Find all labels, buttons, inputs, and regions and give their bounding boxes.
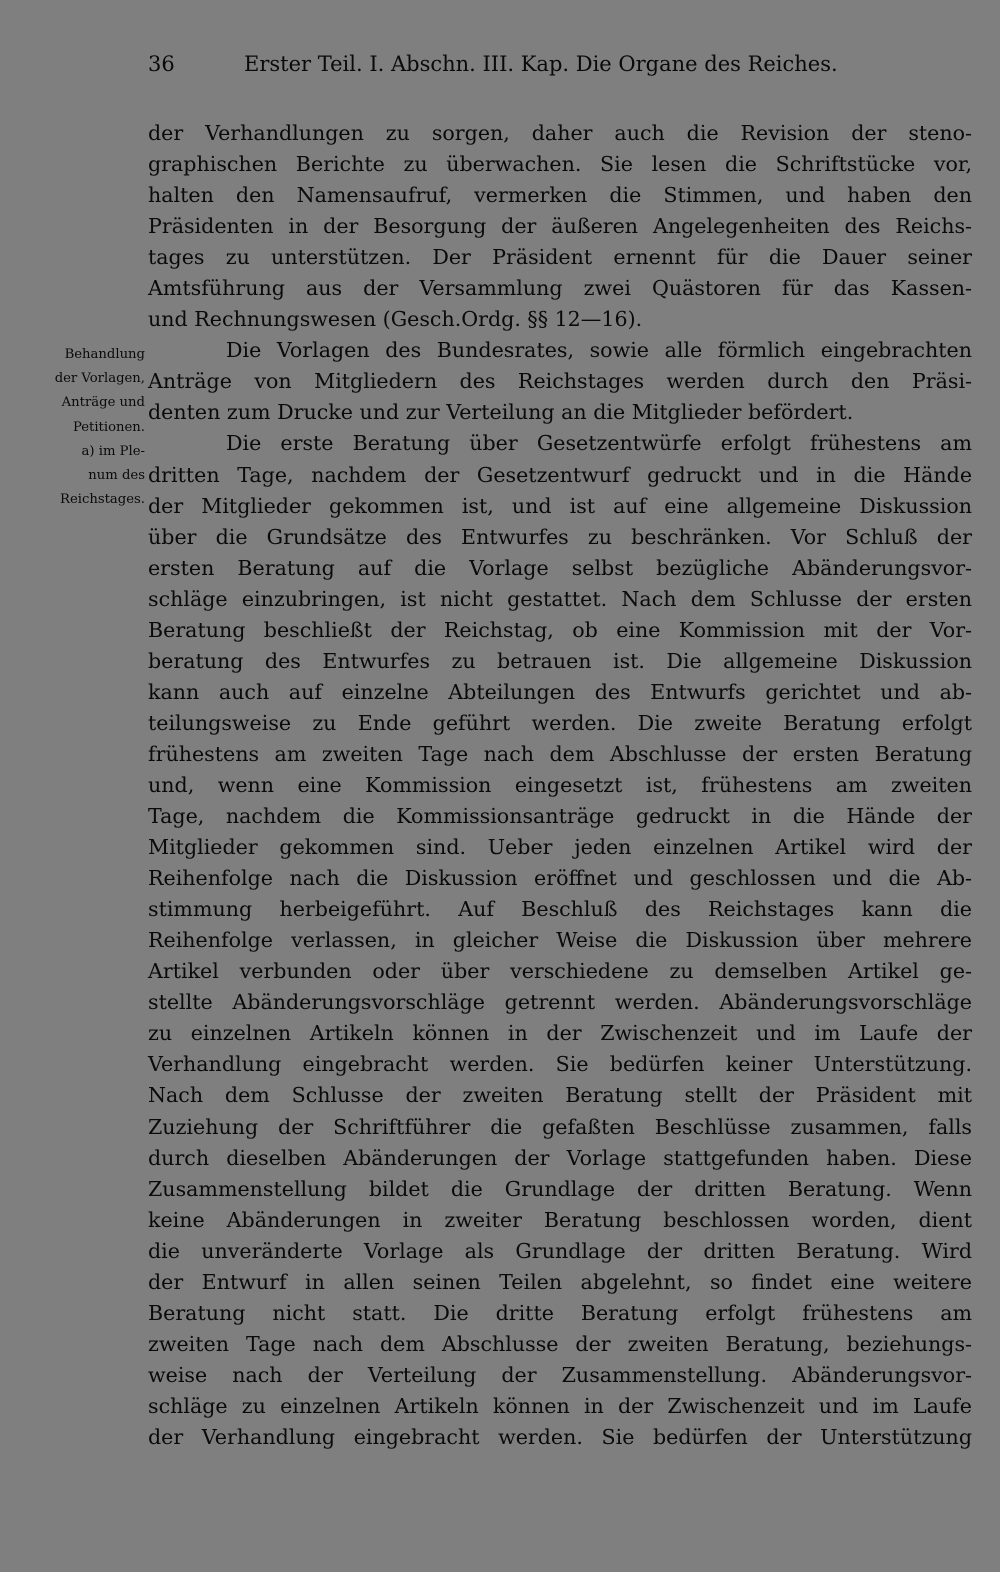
text-line: Die erste Beratung über Gesetzentwürfe erfolgt frühestens am: [226, 431, 972, 456]
text-line: Artikel verbunden oder über verschiedene zu demselben Artikel ge-: [148, 959, 972, 984]
body-text: [148, 118, 972, 1453]
text-line: schläge zu einzelnen Artikeln können in der Zwischenzeit und im Laufe: [148, 1393, 972, 1418]
text-line: frühestens am zweiten Tage nach dem Abschlusse der ersten Beratung: [148, 741, 972, 766]
text-line: Mitglieder gekommen sind. Ueber jeden einzelnen Artikel wird der: [148, 835, 972, 860]
text-line: und Rechnungswesen (Gesch.Ordg. §§ 12—16).: [148, 307, 643, 332]
text-line: und, wenn eine Kommission eingesetzt ist, frühestens am zweiten: [148, 772, 972, 797]
text-line: dritten Tage, nachdem der Gesetzentwurf gedruckt und in die Hände: [148, 462, 972, 487]
text-line: Zuziehung der Schriftführer die gefaßten Beschlüsse zusammen, falls: [148, 1114, 972, 1139]
text-line: teilungsweise zu Ende geführt werden. Die zweite Beratung erfolgt: [148, 710, 972, 735]
text-line: stimmung herbeigeführt. Auf Beschluß des Reichstages kann die: [148, 897, 972, 922]
page-number: 36: [148, 52, 175, 76]
text-line: Die Vorlagen des Bundesrates, sowie alle förmlich eingebrachten: [226, 338, 972, 363]
text-line: kann auch auf einzelne Abteilungen des Entwurfs gerichtet und ab-: [148, 679, 972, 704]
text-line: Anträge von Mitgliedern des Reichstages werden durch den Präsi-: [148, 369, 972, 394]
text-line: über die Grundsätze des Entwurfes zu beschränken. Vor Schluß der: [148, 524, 972, 549]
text-line: Reihenfolge nach die Diskussion eröffnet und geschlossen und die Ab-: [148, 866, 972, 891]
margin-note: [30, 343, 145, 512]
text-line: zweiten Tage nach dem Abschlusse der zweiten Beratung, beziehungs-: [148, 1331, 972, 1356]
text-line: stellte Abänderungsvorschläge getrennt werden. Abänderungsvorschläge: [148, 990, 972, 1015]
text-line: zu einzelnen Artikeln können in der Zwischenzeit und im Laufe der: [148, 1021, 972, 1046]
running-title: Erster Teil. I. Abschn. III. Kap. Die Organe des Reiches.: [244, 52, 838, 76]
text-line: Tage, nachdem die Kommissionsanträge gedruckt in die Hände der: [148, 804, 972, 829]
margin-note-line: Reichstages.: [60, 492, 145, 508]
text-line: keine Abänderungen in zweiter Beratung beschlossen worden, dient: [148, 1207, 972, 1232]
text-line: halten den Namensaufruf, vermerken die Stimmen, und haben den: [148, 183, 972, 208]
text-line: der Verhandlung eingebracht werden. Sie bedürfen der Unterstützung: [148, 1424, 972, 1449]
text-line: schläge einzubringen, ist nicht gestattet. Nach dem Schlusse der ersten: [148, 586, 972, 611]
text-line: der Mitglieder gekommen ist, und ist auf eine allgemeine Diskussion: [148, 493, 972, 518]
text-line: Verhandlung eingebracht werden. Sie bedürfen keiner Unterstützung.: [148, 1052, 972, 1077]
margin-note-line: Anträge und: [61, 395, 145, 411]
text-line: denten zum Drucke und zur Verteilung an die Mitglieder befördert.: [148, 400, 854, 425]
margin-note-line: a) im Ple-: [81, 443, 145, 459]
text-line: Beratung beschließt der Reichstag, ob eine Kommission mit der Vor-: [148, 617, 972, 642]
text-line: Reihenfolge verlassen, in gleicher Weise die Diskussion über mehrere: [148, 928, 972, 953]
margin-note-line: Behandlung: [64, 347, 145, 362]
text-line: die unveränderte Vorlage als Grundlage der dritten Beratung. Wird: [148, 1238, 972, 1263]
text-line: weise nach der Verteilung der Zusammenstellung. Abänderungsvor-: [148, 1362, 972, 1387]
margin-note-line: der Vorlagen,: [54, 371, 145, 387]
margin-note-line: Petitionen.: [72, 419, 145, 435]
margin-note-line: num des: [88, 468, 145, 484]
text-line: tages zu unterstützen. Der Präsident ernennt für die Dauer seiner: [148, 245, 972, 270]
text-line: durch dieselben Abänderungen der Vorlage stattgefunden haben. Diese: [148, 1145, 972, 1170]
text-line: der Verhandlungen zu sorgen, daher auch die Revision der steno-: [148, 121, 972, 145]
text-line: Zusammenstellung bildet die Grundlage der dritten Beratung. Wenn: [148, 1176, 972, 1201]
text-line: der Entwurf in allen seinen Teilen abgelehnt, so findet eine weitere: [148, 1269, 972, 1294]
text-line: Nach dem Schlusse der zweiten Beratung stellt der Präsident mit: [148, 1083, 972, 1108]
text-line: beratung des Entwurfes zu betrauen ist. Die allgemeine Diskussion: [148, 648, 972, 673]
text-line: Amtsführung aus der Versammlung zwei Quästoren für das Kassen-: [148, 276, 972, 301]
text-line: ersten Beratung auf die Vorlage selbst bezügliche Abänderungsvor-: [148, 555, 972, 580]
text-line: Präsidenten in der Besorgung der äußeren Angelegenheiten des Reichs-: [148, 214, 972, 239]
page-header: [148, 52, 890, 86]
text-line: graphischen Berichte zu überwachen. Sie lesen die Schriftstücke vor,: [148, 152, 972, 177]
text-line: Beratung nicht statt. Die dritte Beratung erfolgt frühestens am: [148, 1300, 972, 1325]
